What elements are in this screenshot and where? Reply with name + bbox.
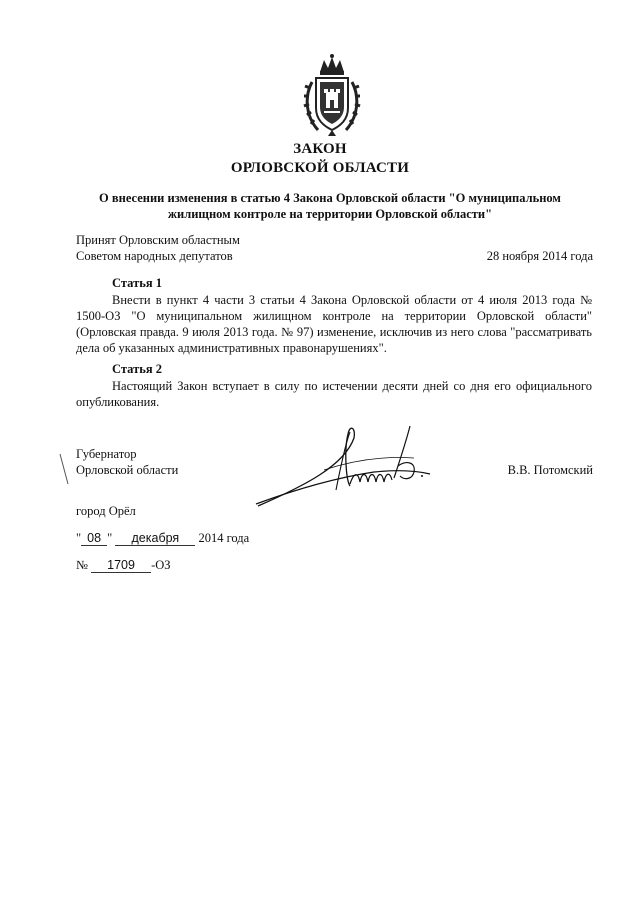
governor-title-line2: Орловской области	[76, 463, 179, 477]
document-subtitle: О внесении изменения в статью 4 Закона Орловской области "О муниципальном жилищном контроле на территории Орловской области"	[99, 191, 561, 221]
adoption-date: 28 ноября 2014 года	[486, 249, 593, 263]
number-sign: №	[76, 558, 88, 572]
date-quote-close: "	[107, 531, 113, 545]
governor-name: В.В. Потомский	[507, 463, 593, 477]
signing-month: декабря	[115, 531, 195, 546]
signing-day: 08	[81, 531, 107, 546]
date-quote-open: "	[76, 531, 82, 545]
article-2-heading: Статья 2	[112, 362, 162, 376]
law-number-suffix: -ОЗ	[151, 558, 171, 572]
article-1-text: Внести в пункт 4 части 3 статьи 4 Закона Орловской области от 4 июля 2013 года № 1500-ОЗ "О муниципальном жилищном контроле на территории Орловской области" (Орловская правда. 9 июля 2013 года. № 97) изменение, исключив из него слова "рассматривать дела об указанных административных правонарушениях".	[76, 293, 592, 355]
signing-year: 2014 года	[198, 531, 250, 545]
handwritten-signature	[254, 420, 434, 510]
governor-title-line1: Губернатор	[76, 447, 137, 461]
adoption-line2: Советом народных депутатов	[76, 249, 233, 263]
coat-of-arms-emblem	[302, 52, 362, 138]
article-1-heading: Статья 1	[112, 276, 162, 290]
margin-mark	[58, 452, 70, 486]
signing-date-line	[76, 530, 249, 546]
document-title-line1: ЗАКОН	[293, 141, 347, 157]
adoption-line1: Принят Орловским областным	[76, 233, 240, 247]
article-2-text: Настоящий Закон вступает в силу по истечении десяти дней со дня его официального опубликования.	[76, 379, 592, 409]
document-title-line2: ОРЛОВСКОЙ ОБЛАСТИ	[230, 160, 410, 176]
law-number-line	[76, 557, 171, 573]
law-number: 1709	[91, 558, 151, 573]
city-of-signing: город Орёл	[76, 504, 136, 518]
